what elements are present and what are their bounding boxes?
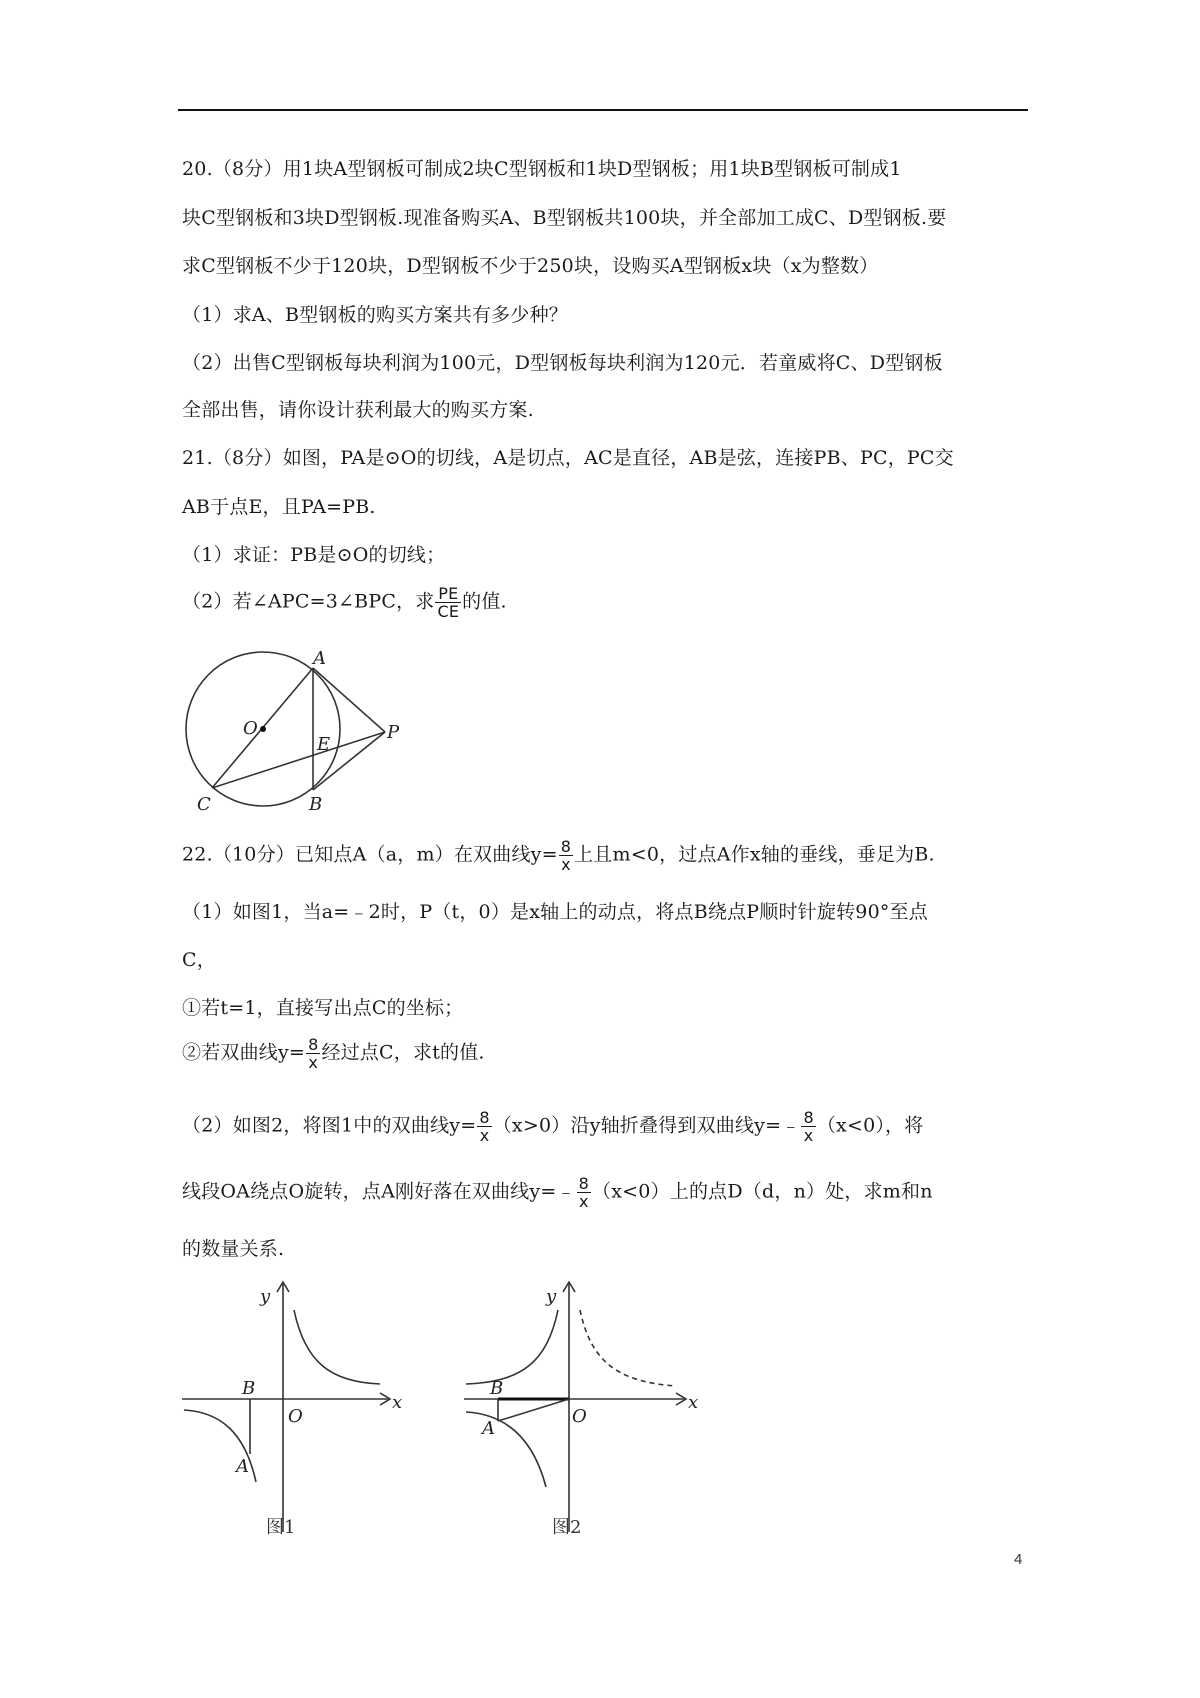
q20-part-2b: 全部出售，请你设计获利最大的购买方案. xyxy=(182,399,534,421)
center-dot xyxy=(260,726,266,732)
q21-part-2 xyxy=(182,585,507,620)
q20-part-2a: （2）出售C型钢板每块利润为100元，D型钢板每块利润为120元．若童威将C、D型钢板 xyxy=(182,352,943,374)
figure-1 xyxy=(180,1282,420,1542)
fraction-8-over-x xyxy=(477,1109,491,1144)
q22-part-2-text-b: （x>0）沿y轴折叠得到双曲线y=﹣ xyxy=(492,1114,801,1137)
label-p: P xyxy=(387,722,400,743)
q21-part-2-pre: （2）若∠APC=3∠BPC，求 xyxy=(182,590,435,613)
q22-line-1-pre: 22.（10分）已知点A（a，m）在双曲线y= xyxy=(182,843,558,866)
q22-part-2-line-1 xyxy=(182,1109,923,1144)
q21-part-2-post: 的值. xyxy=(462,590,507,613)
segment-pc xyxy=(212,732,385,788)
header-rule xyxy=(178,109,1028,111)
label-x: x xyxy=(688,1392,699,1413)
q22-part-2-text-a: （2）如图2，将图1中的双曲线y= xyxy=(182,1114,477,1137)
q22-part-1a: （1）如图1，当a=﹣2时，P（t，0）是x轴上的动点，将点B绕点P顺时针旋转90°至点 xyxy=(182,901,928,923)
hyperbola-branch-q3 xyxy=(466,1412,546,1487)
label-b: B xyxy=(242,1378,256,1399)
fraction-denominator: x xyxy=(479,1126,490,1145)
q22-part-2-text-c: （x<0），将 xyxy=(816,1114,924,1137)
label-b: B xyxy=(309,794,323,815)
fraction-denominator: CE xyxy=(437,602,460,621)
label-o: O xyxy=(572,1406,587,1427)
q22-part-2-text-e: （x<0）上的点D（d，n）处，求m和n xyxy=(592,1180,933,1203)
hyperbola-branch-dashed xyxy=(580,1310,676,1386)
fraction-numerator: PE xyxy=(435,585,461,603)
figure-1-caption: 图1 xyxy=(266,1517,296,1538)
q20-line-2: 块C型钢板和3块D型钢板.现准备购买A、B型钢板共100块，并全部加工成C、D型钢板.要 xyxy=(182,207,947,229)
fraction-denominator: x xyxy=(561,855,571,874)
fraction-denominator: x xyxy=(803,1126,814,1145)
label-e: E xyxy=(317,734,331,755)
q22-part-2-line-3: 的数量关系. xyxy=(182,1238,285,1260)
fraction-numerator: 8 xyxy=(479,1108,490,1127)
page-number: 4 xyxy=(1014,1551,1023,1568)
fraction-numerator: 8 xyxy=(803,1108,814,1127)
fraction-numerator: 8 xyxy=(560,837,572,856)
q22-part-1b: C， xyxy=(182,949,216,971)
segment-oa xyxy=(498,1399,569,1421)
label-x: x xyxy=(392,1392,403,1413)
q22-sub-2-post: 经过点C，求t的值. xyxy=(321,1041,485,1064)
q20-part-1: （1）求A、B型钢板的购买方案共有多少种？ xyxy=(182,304,568,326)
hyperbola-branch-q1 xyxy=(294,1310,380,1384)
label-a: A xyxy=(482,1418,495,1439)
fraction-pe-ce xyxy=(435,585,461,620)
q22-sub-2-pre: ②若双曲线y= xyxy=(182,1041,306,1064)
q22-sub-1: ①若t=1，直接写出点C的坐标； xyxy=(182,997,464,1019)
fraction-numerator: 8 xyxy=(308,1035,319,1054)
label-a: A xyxy=(236,1456,249,1477)
label-a: A xyxy=(313,648,326,669)
figure-2-caption: 图2 xyxy=(552,1517,582,1538)
q22-line-1 xyxy=(182,838,935,873)
q21-line-1: 21.（8分）如图，PA是⊙O的切线，A是切点，AC是直径，AB是弦，连接PB、PC，PC交 xyxy=(182,447,954,469)
label-y: y xyxy=(546,1286,557,1307)
label-o: O xyxy=(243,718,258,739)
figure-2 xyxy=(462,1282,702,1542)
q20-line-3: 求C型钢板不少于120块，D型钢板不少于250块，设购买A型钢板x块（x为整数） xyxy=(182,255,879,277)
fraction-numerator: 8 xyxy=(578,1174,590,1193)
q22-sub-2 xyxy=(182,1036,485,1071)
fraction-8-over-x xyxy=(577,1175,591,1210)
q22-line-1-post: 上且m<0，过点A作x轴的垂线，垂足为B. xyxy=(574,843,935,866)
q22-part-2-line-2 xyxy=(182,1175,933,1210)
fraction-8-over-x xyxy=(559,838,573,873)
circle-tangent-figure xyxy=(175,650,415,820)
q21-line-2: AB于点E，且PA=PB. xyxy=(182,496,376,518)
label-y: y xyxy=(260,1286,271,1307)
label-o: O xyxy=(288,1406,303,1427)
fraction-denominator: x xyxy=(308,1053,319,1072)
label-c: C xyxy=(197,794,211,815)
fraction-denominator: x xyxy=(579,1192,589,1211)
tangent-pa xyxy=(313,668,385,732)
fraction-8-over-x xyxy=(306,1036,320,1071)
hyperbola-branch-folded xyxy=(466,1310,558,1384)
q21-part-1: （1）求证：PB是⊙O的切线； xyxy=(182,544,446,566)
q20-line-1: 20.（8分）用1块A型钢板可制成2块C型钢板和1块D型钢板；用1块B型钢板可制成1 xyxy=(182,158,902,180)
q22-part-2-text-d: 线段OA绕点O旋转，点A刚好落在双曲线y=﹣ xyxy=(182,1180,576,1203)
label-b: B xyxy=(490,1378,504,1399)
fraction-8-over-x xyxy=(801,1109,815,1144)
